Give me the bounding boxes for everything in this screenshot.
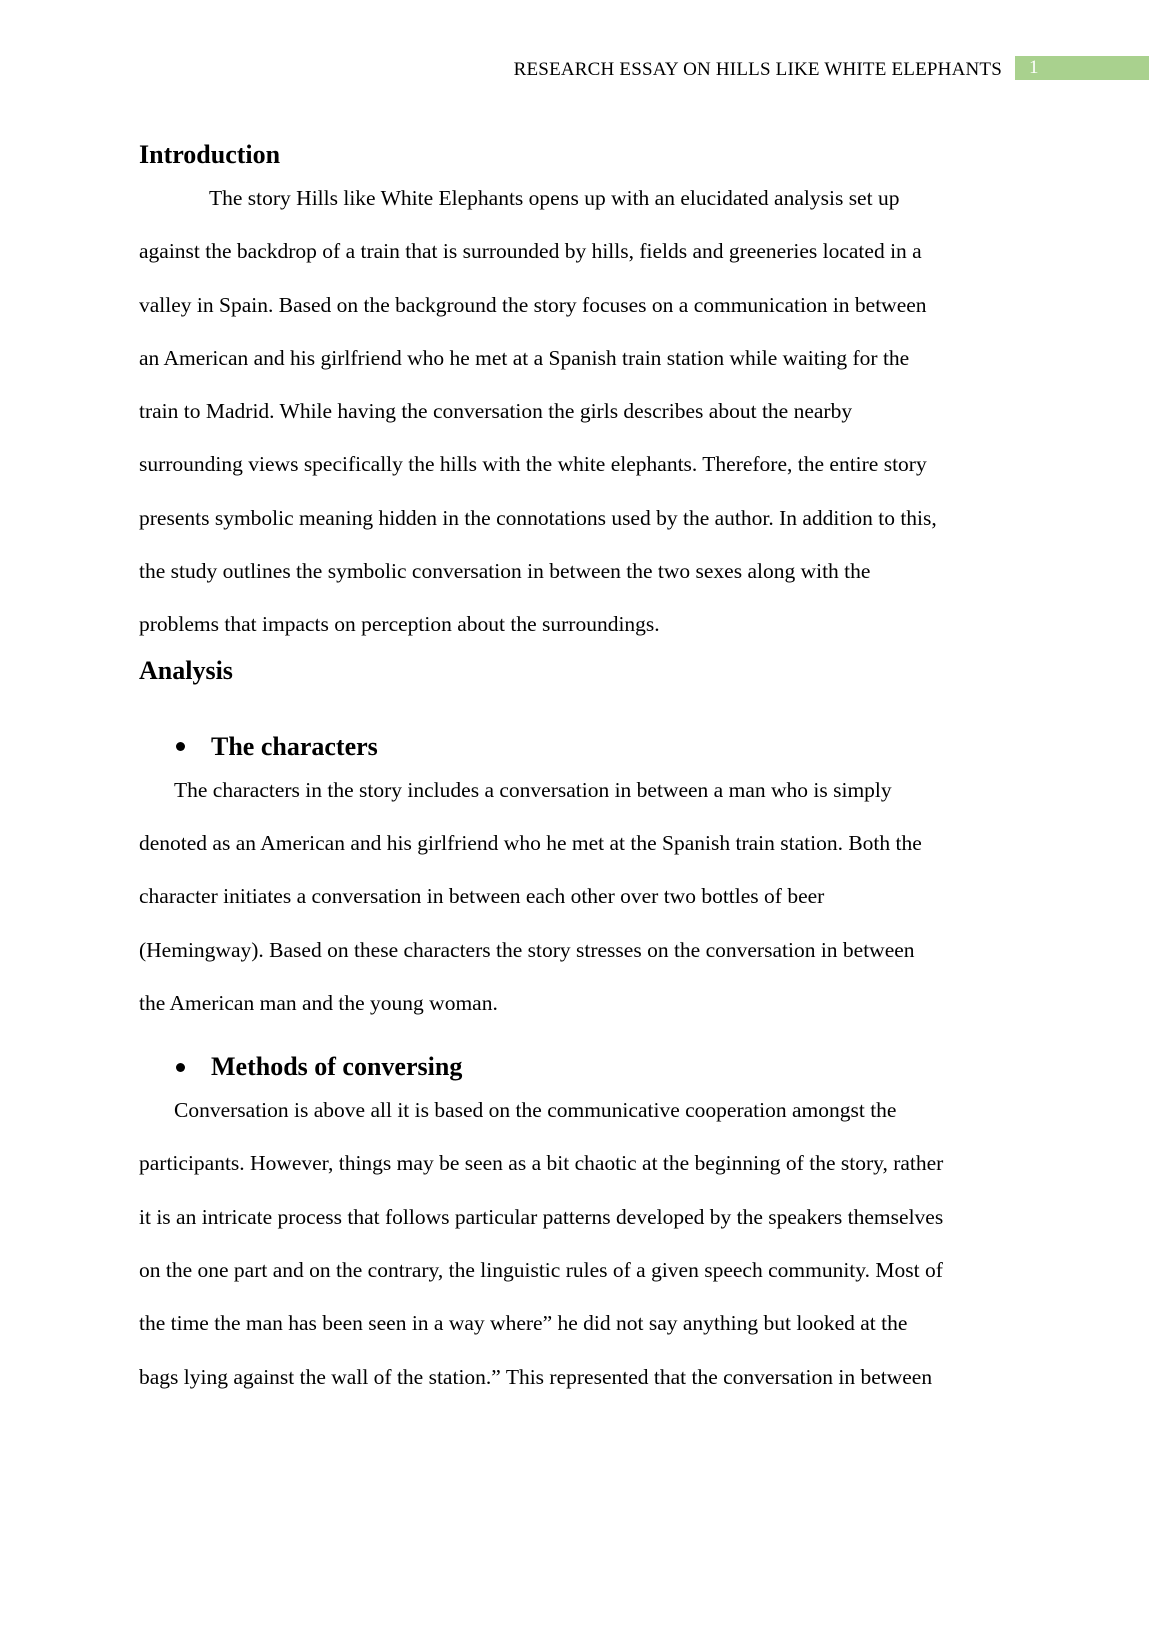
intro-line: an American and his girlfriend who he met at a Spanish train station while waiting for the bbox=[139, 345, 910, 370]
methods-line: it is an intricate process that follows particular patterns developed by the speakers themselves bbox=[139, 1204, 944, 1229]
methods-paragraph bbox=[139, 1084, 1019, 1404]
methods-heading-text: Methods of conversing bbox=[211, 1052, 463, 1082]
bullet-icon bbox=[176, 742, 185, 751]
intro-line: against the backdrop of a train that is surrounded by hills, fields and greeneries located in a bbox=[139, 239, 922, 264]
methods-heading bbox=[139, 1048, 1019, 1086]
intro-line: valley in Spain. Based on the background the story focuses on a communication in between bbox=[139, 292, 927, 317]
bullet-icon bbox=[176, 1063, 185, 1072]
intro-line: problems that impacts on perception about the surroundings. bbox=[139, 612, 660, 637]
intro-line: the study outlines the symbolic conversation in between the two sexes along with the bbox=[139, 559, 871, 584]
page-header bbox=[0, 55, 1158, 85]
intro-line: presents symbolic meaning hidden in the connotations used by the author. In addition to this, bbox=[139, 505, 937, 530]
page-number: 1 bbox=[1029, 57, 1039, 78]
characters-line: (Hemingway). Based on these characters the story stresses on the conversation in between bbox=[139, 937, 915, 962]
methods-line: participants. However, things may be seen as a bit chaotic at the beginning of the story, rather bbox=[139, 1151, 944, 1176]
characters-heading-text: The characters bbox=[211, 731, 378, 761]
methods-line: on the one part and on the contrary, the linguistic rules of a given speech community. Most of bbox=[139, 1258, 943, 1283]
intro-line: surrounding views specifically the hills with the white elephants. Therefore, the entire story bbox=[139, 452, 927, 477]
running-title: RESEARCH ESSAY ON HILLS LIKE WHITE ELEPHANTS bbox=[513, 59, 1002, 80]
characters-line: character initiates a conversation in between each other over two bottles of beer bbox=[139, 884, 825, 909]
methods-line: bags lying against the wall of the station.” This represented that the conversation in between bbox=[139, 1364, 933, 1389]
analysis-heading: Analysis bbox=[139, 655, 233, 685]
introduction-heading: Introduction bbox=[139, 140, 281, 169]
characters-paragraph bbox=[139, 764, 1019, 1030]
characters-line: denoted as an American and his girlfriend who he met at the Spanish train station. Both the bbox=[139, 830, 922, 855]
methods-line: the time the man has been seen in a way where” he did not say anything but looked at the bbox=[139, 1311, 908, 1336]
intro-line: The story Hills like White Elephants opens up with an elucidated analysis set up bbox=[209, 186, 900, 210]
page-number-box bbox=[1015, 56, 1149, 80]
characters-heading bbox=[139, 728, 1019, 766]
characters-line: The characters in the story includes a conversation in between a man who is simply bbox=[174, 777, 892, 802]
characters-line: the American man and the young woman. bbox=[139, 990, 498, 1015]
document-body bbox=[139, 136, 1019, 1404]
introduction-paragraph bbox=[139, 172, 1019, 652]
methods-line: Conversation is above all it is based on the communicative cooperation amongst the bbox=[174, 1098, 897, 1123]
intro-line: train to Madrid. While having the conversation the girls describes about the nearby bbox=[139, 399, 853, 424]
